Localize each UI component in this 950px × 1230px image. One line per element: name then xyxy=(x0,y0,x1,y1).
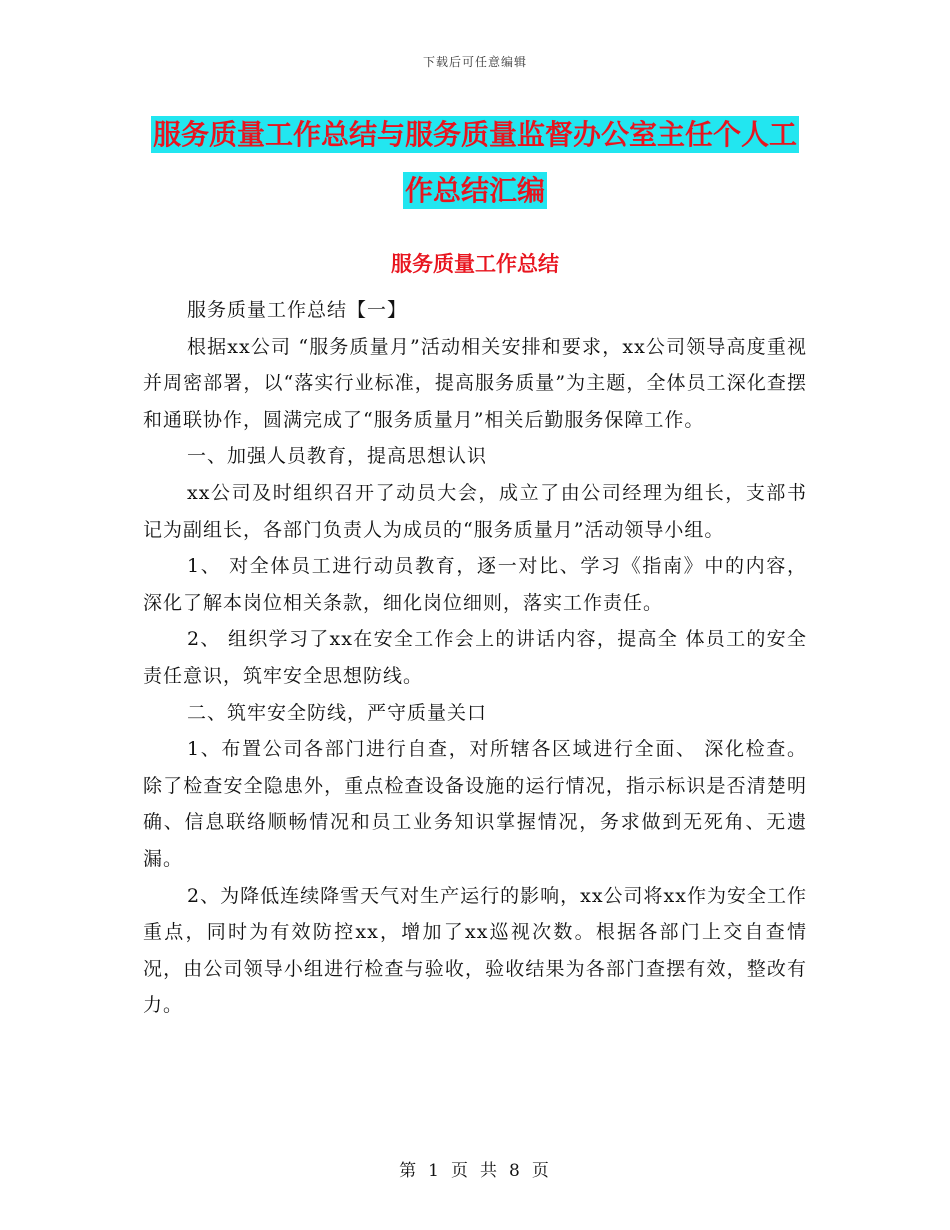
paragraph-list-item: 2、为降低连续降雪天气对生产运行的影响，xx公司将xx作为安全工作重点，同时为有效防控xx，增加了xx巡视次数。根据各部门上交自查情况，由公司领导小组进行检查与验收，验收结果为各部门查摆有效，整改有力。 xyxy=(143,884,807,1017)
paragraph: xx公司及时组织召开了动员大会，成立了由公司经理为组长，支部书记为副组长，各部门负责人为成员的“服务质量月”活动领导小组。 xyxy=(143,481,807,541)
footer-label-total: 共 xyxy=(480,1161,499,1181)
paragraph-subheading: 服务质量工作总结【一】 xyxy=(187,299,408,321)
page-footer xyxy=(0,1156,950,1181)
footer-label-page-unit: 页 xyxy=(451,1161,470,1181)
footer-label-total-unit: 页 xyxy=(531,1161,551,1181)
paragraph-list-item: 2、 组织学习了xx在安全工作会上的讲话内容，提高全 体员工的安全责任意识，筑牢安全思想防线。 xyxy=(143,628,807,687)
document-title-line2: 作总结汇编 xyxy=(404,174,545,207)
footer-total-pages: 8 xyxy=(509,1161,522,1181)
page-header-note: 下载后可任意编辑 xyxy=(422,55,527,69)
paragraph-heading: 二、筑牢安全防线，严守质量关口 xyxy=(187,701,488,724)
footer-page-number: 1 xyxy=(428,1161,441,1181)
section-title: 服务质量工作总结 xyxy=(391,252,559,276)
paragraph: 根据xx公司 “服务质量月”活动相关安排和要求，xx公司领导高度重视并周密部署，以“落实行业标准，提高服务质量”为主题，全体员工深化查摆和通联协作，圆满完成了“服务质量月”相关后勤服务保障工作。 xyxy=(143,335,807,431)
document-title xyxy=(0,110,950,216)
paragraph-list-item: 1、 对全体员工进行动员教育，逐一对比、学习《指南》中的内容，深化了解本岗位相关条款，细化岗位细则，落实工作责任。 xyxy=(143,555,807,614)
footer-label-page: 第 xyxy=(399,1161,419,1181)
document-title-line1: 服务质量工作总结与服务质量监督办公室主任个人工 xyxy=(152,118,797,151)
document-body xyxy=(143,292,807,1024)
paragraph-heading: 一、加强人员教育，提高思想认识 xyxy=(187,445,488,468)
paragraph-list-item: 1、布置公司各部门进行自查，对所辖各区域进行全面、 深化检查。除了检查安全隐患外，重点检查设备设施的运行情况，指示标识是否清楚明确、信息联络顺畅情况和员工业务知识掌握情况，务求做到无死角、无遗漏。 xyxy=(143,738,807,870)
